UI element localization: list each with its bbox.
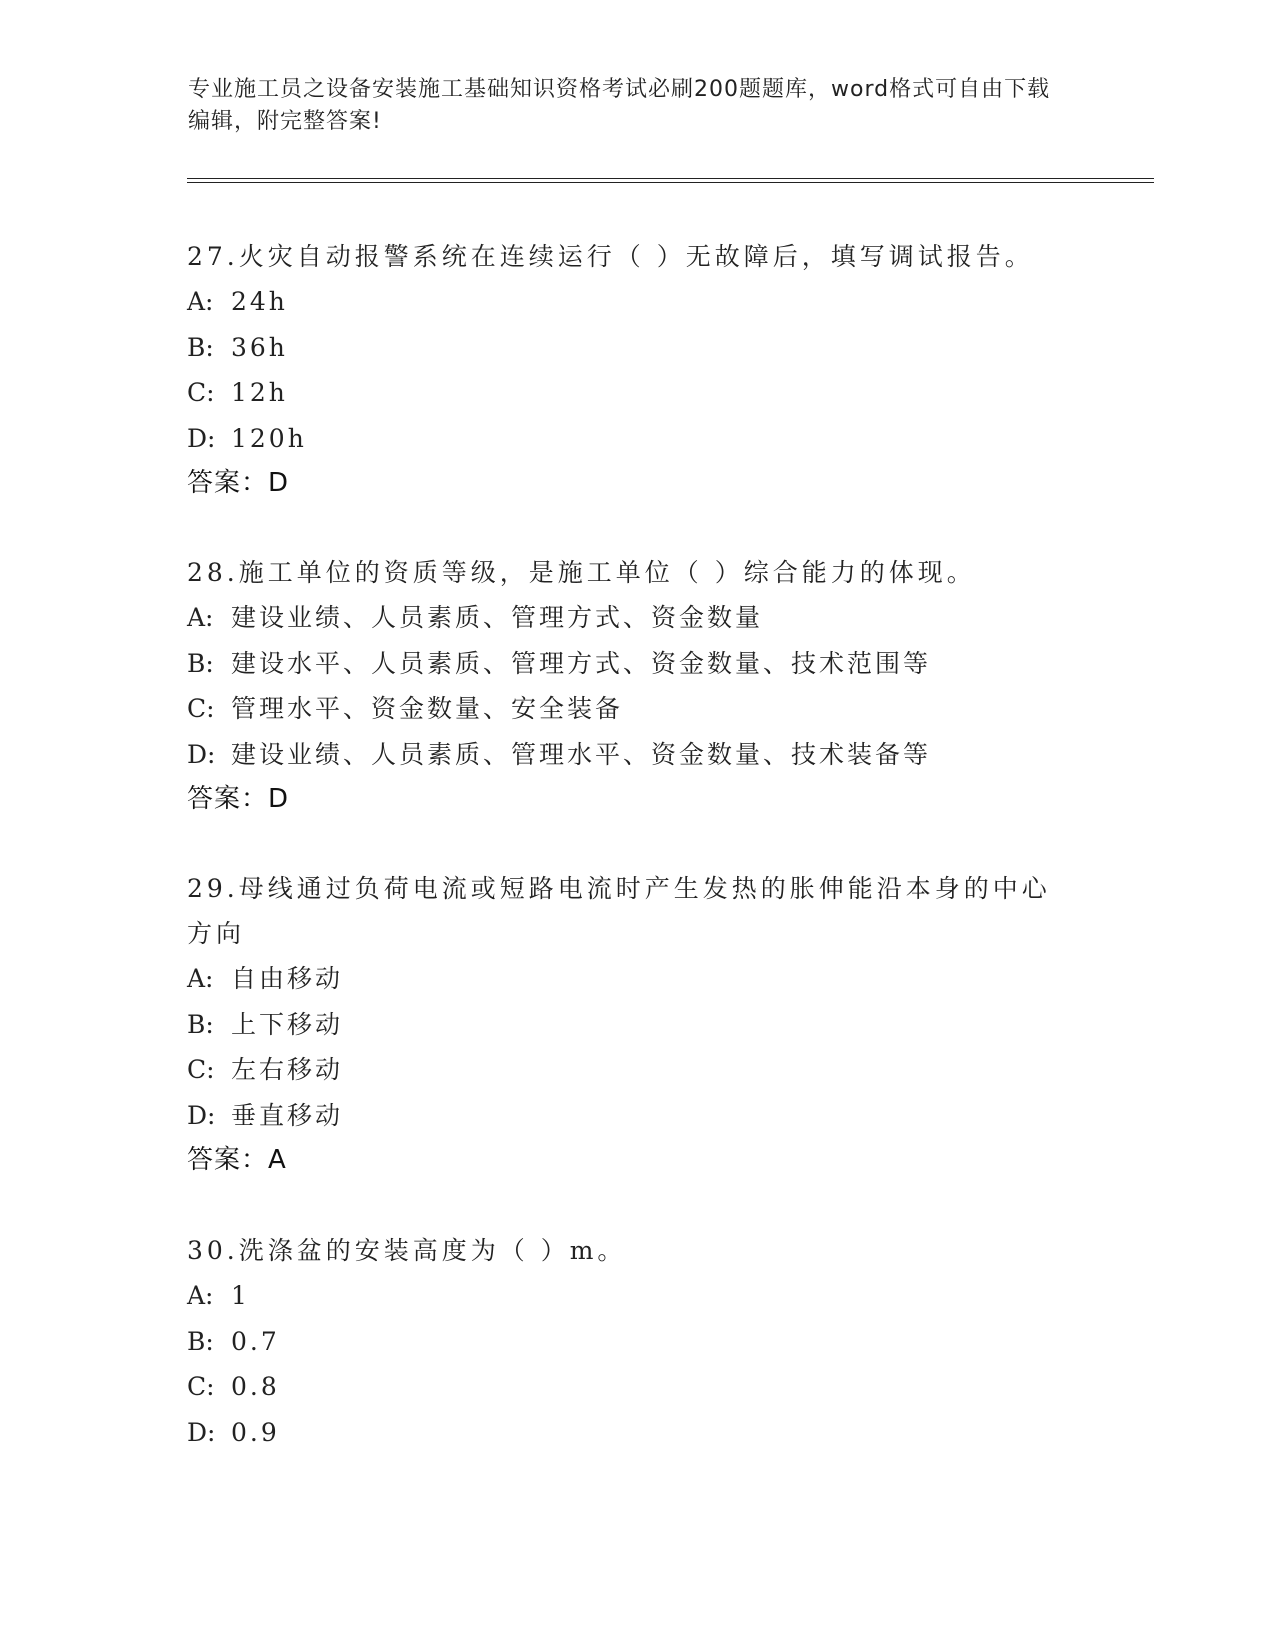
option-key: C: (187, 1372, 215, 1401)
option-a (187, 1273, 1087, 1319)
option-key: D: (187, 739, 216, 769)
option-d (187, 732, 1087, 778)
option-value: 24h (231, 287, 288, 316)
option-d (187, 416, 1087, 462)
option-key: B: (187, 648, 214, 678)
option-key: A: (187, 1281, 214, 1310)
option-c (187, 1364, 1087, 1410)
header-rule-top (187, 178, 1154, 179)
option-key: C: (187, 1055, 215, 1084)
option-value: 12h (231, 378, 288, 407)
option-key: B: (187, 1009, 214, 1039)
option-key: D: (187, 1100, 216, 1130)
option-value: 0.9 (231, 1417, 280, 1447)
option-key: A: (187, 603, 214, 632)
answer-line: 答案：D (187, 784, 290, 814)
option-value: 自由移动 (231, 964, 344, 993)
option-value: 36h (231, 332, 288, 362)
option-value: 0.7 (231, 1326, 280, 1356)
question-30 (187, 1228, 1087, 1455)
question-29 (187, 866, 1087, 1183)
option-b (187, 1002, 1087, 1048)
question-text: 27.火灾自动报警系统在连续运行（ ）无故障后，填写调试报告。 (187, 242, 1034, 271)
option-key: B: (187, 1326, 214, 1356)
option-value: 管理水平、资金数量、安全装备 (231, 694, 624, 723)
option-value: 建设业绩、人员素质、管理水平、资金数量、技术装备等 (231, 739, 932, 769)
option-value: 120h (231, 423, 307, 453)
document-header: 专业施工员之设备安装施工基础知识资格考试必刷200题题库，word格式可自由下载编辑，附完整答案! (188, 77, 1051, 134)
option-c (187, 686, 1087, 732)
option-d (187, 1410, 1087, 1456)
question-27 (187, 234, 1087, 506)
option-key: D: (187, 1417, 216, 1447)
option-a (187, 279, 1087, 325)
question-text: 28.施工单位的资质等级，是施工单位（ ）综合能力的体现。 (187, 558, 976, 587)
option-c (187, 1047, 1087, 1093)
option-b (187, 325, 1087, 371)
answer-line: 答案：D (187, 468, 290, 498)
option-value: 建设业绩、人员素质、管理方式、资金数量 (231, 603, 764, 632)
option-a (187, 956, 1087, 1002)
option-value: 左右移动 (231, 1055, 344, 1084)
option-key: C: (187, 378, 215, 407)
option-value: 0.8 (231, 1372, 280, 1401)
option-a (187, 595, 1087, 641)
option-b (187, 1319, 1087, 1365)
option-key: A: (187, 964, 214, 993)
option-key: B: (187, 332, 214, 362)
option-c (187, 370, 1087, 416)
option-key: C: (187, 694, 215, 723)
option-key: D: (187, 423, 216, 453)
header-rule-bottom (187, 182, 1154, 183)
option-value: 垂直移动 (231, 1100, 344, 1130)
option-value: 1 (231, 1281, 250, 1310)
option-d (187, 1093, 1087, 1139)
option-b (187, 641, 1087, 687)
option-value: 上下移动 (231, 1009, 344, 1039)
question-text: 30.洗涤盆的安装高度为（ ）m。 (187, 1236, 627, 1265)
option-value: 建设水平、人员素质、管理方式、资金数量、技术范围等 (231, 648, 932, 678)
answer-line: 答案：A (187, 1145, 287, 1175)
question-28 (187, 550, 1087, 822)
question-text: 29.母线通过负荷电流或短路电流时产生发热的胀伸能沿本身的中心方向 (187, 874, 1051, 948)
option-key: A: (187, 287, 214, 316)
